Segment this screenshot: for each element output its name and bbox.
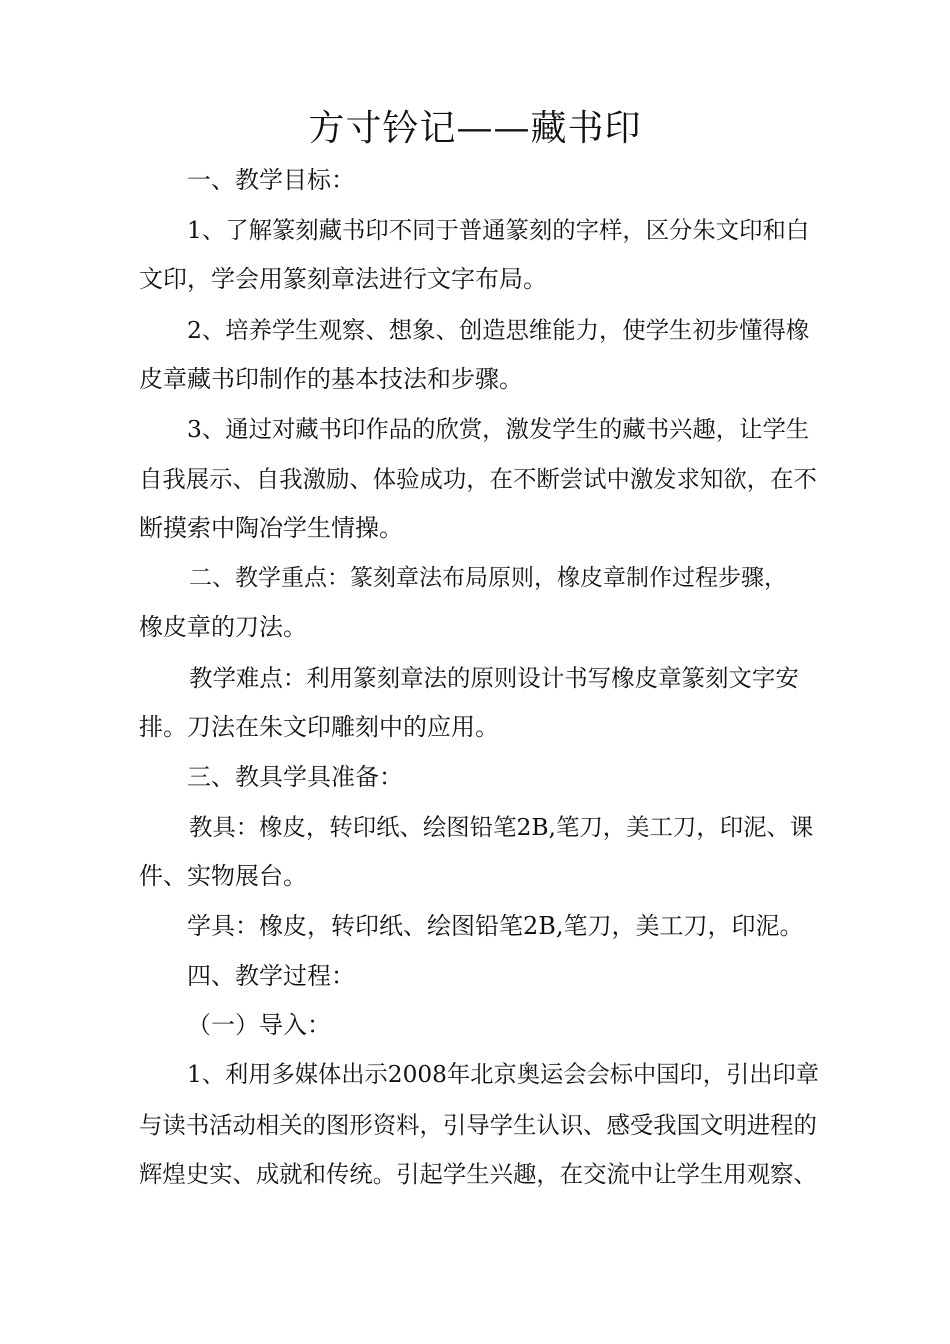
- paragraph-line: 1、利用多媒体出示2008年北京奥运会会标中国印，引出印章: [187, 1061, 819, 1088]
- paragraph-line: 自我展示、自我激励、体验成功，在不断尝试中激发求知欲，在不: [139, 465, 817, 493]
- paragraph-line: 断摸索中陶冶学生情操。: [139, 514, 403, 542]
- paragraph-line: 教具：橡皮，转印纸、绘图铅笔2B,笔刀，美工刀，印泥、课: [189, 813, 814, 841]
- section-heading-key-points: 二、教学重点：篆刻章法布局原则，橡皮章制作过程步骤，: [189, 565, 787, 591]
- section-heading-process: 四、教学过程：: [187, 962, 355, 990]
- section-heading-objectives: 一、教学目标：: [187, 166, 355, 194]
- paragraph-line: 皮章藏书印制作的基本技法和步骤。: [139, 365, 523, 393]
- paragraph-line: 1、了解篆刻藏书印不同于普通篆刻的字样，区分朱文印和白: [187, 216, 810, 244]
- paragraph-line: 辉煌史实、成就和传统。引起学生兴趣，在交流中让学生用观察、: [139, 1160, 817, 1188]
- paragraph-line: 与读书活动相关的图形资料，引导学生认识、感受我国文明进程的: [139, 1111, 817, 1139]
- paragraph-line: 学具：橡皮，转印纸、绘图铅笔2B,笔刀，美工刀，印泥。: [187, 912, 804, 940]
- paragraph-line: 文印，学会用篆刻章法进行文字布局。: [139, 265, 547, 293]
- paragraph-line: 件、实物展台。: [139, 862, 307, 890]
- paragraph-line: 2、培养学生观察、想象、创造思维能力，使学生初步懂得橡: [187, 316, 810, 344]
- subsection-heading-intro: （一）导入：: [187, 1011, 331, 1039]
- paragraph-line: 排。刀法在朱文印雕刻中的应用。: [139, 713, 499, 741]
- section-heading-materials: 三、教具学具准备：: [187, 763, 403, 791]
- document-title: 方寸钤记——藏书印: [308, 108, 642, 149]
- paragraph-line: 橡皮章的刀法。: [139, 613, 307, 641]
- paragraph-line: 3、通过对藏书印作品的欣赏，激发学生的藏书兴趣，让学生: [187, 415, 810, 443]
- paragraph-line: 教学难点：利用篆刻章法的原则设计书写橡皮章篆刻文字安: [189, 664, 799, 692]
